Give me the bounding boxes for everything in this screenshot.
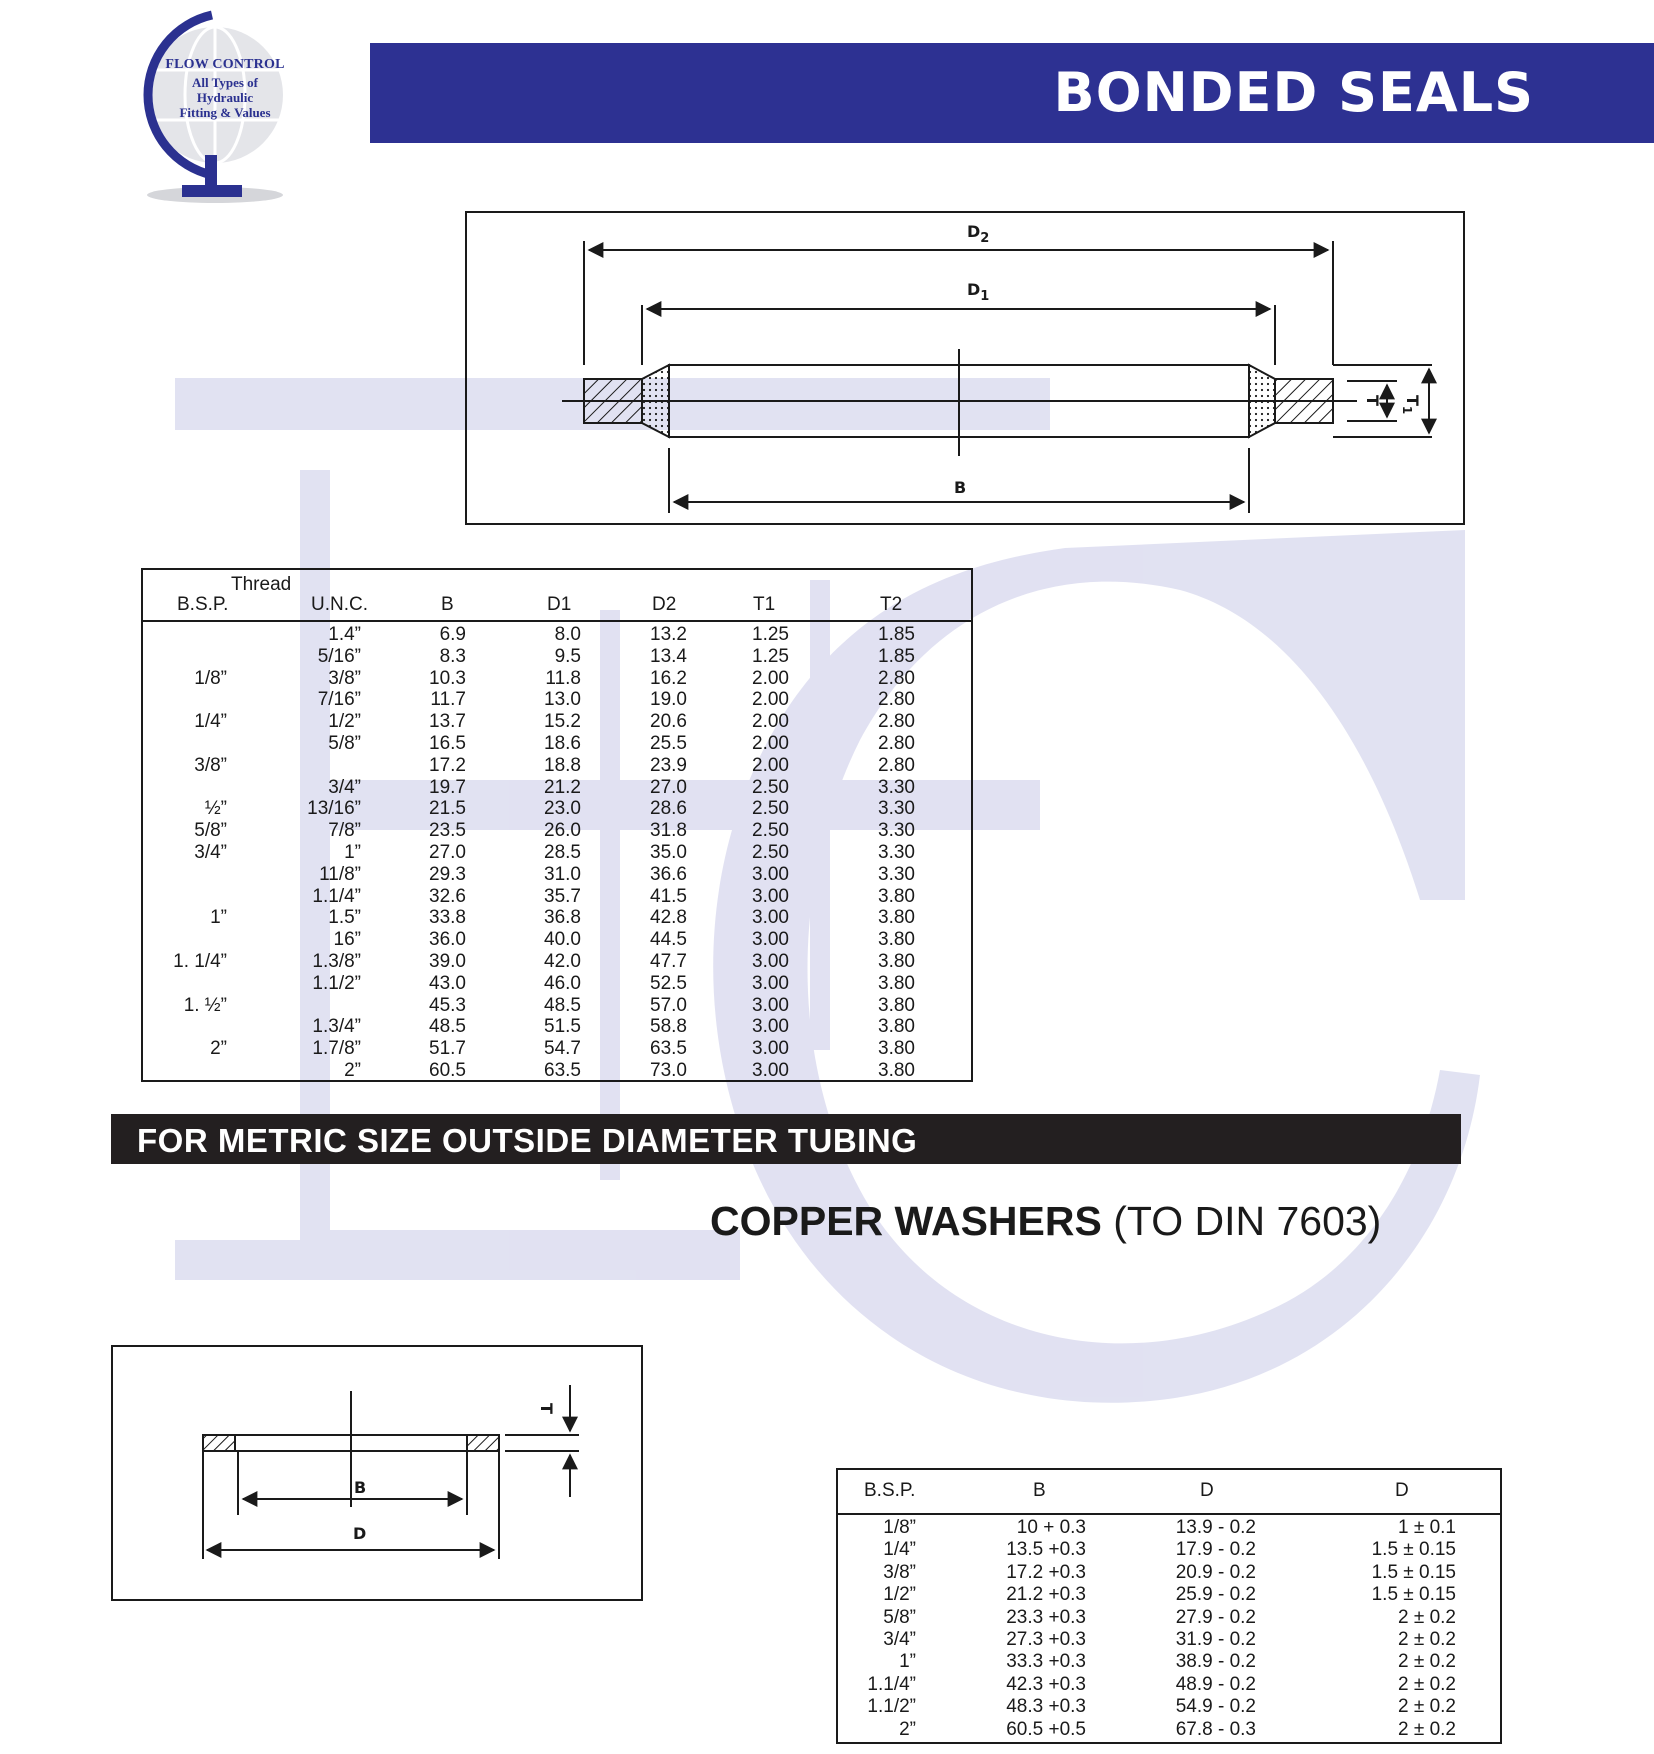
cell-b: 17.2	[429, 754, 466, 776]
cell-b: 36.0	[429, 929, 466, 951]
cell-t1: 2.00	[752, 667, 789, 689]
cell-d: 67.8 - 0.3	[1175, 1718, 1256, 1740]
cell-b: 43.0	[429, 972, 466, 994]
cell-t2: 3.30	[878, 776, 915, 798]
cell-d2: 52.5	[650, 972, 687, 994]
cell-unc: 16”	[333, 929, 361, 951]
cell-b: 42.3 +0.3	[1006, 1673, 1086, 1695]
cell-d2: 27.0	[650, 776, 687, 798]
cell-d2: 31.8	[650, 820, 687, 842]
cell-d1: 36.8	[544, 907, 581, 929]
cell-t2: 2.80	[878, 711, 915, 733]
cell-unc: 3/8”	[328, 667, 361, 689]
cell-t1: 2.00	[752, 711, 789, 733]
bonded-seal-drawing	[467, 213, 1463, 523]
col-header-bsp: B.S.P.	[864, 1480, 916, 1501]
table-row	[838, 1607, 1500, 1629]
cell-d2: 42.8	[650, 907, 687, 929]
cell-b: 11.7	[430, 689, 466, 711]
cell-t1: 3.00	[752, 929, 789, 951]
cell-b: 10 + 0.3	[1016, 1517, 1086, 1538]
cell-t1: 3.00	[752, 1060, 789, 1081]
table-row	[143, 951, 971, 973]
cell-unc: 1.1/2”	[312, 972, 361, 994]
cell-unc: 2”	[344, 1060, 361, 1081]
cell-t2: 3.80	[878, 929, 915, 951]
logo-tagline-line: Hydraulic	[196, 90, 254, 105]
cell-b: 48.3 +0.3	[1006, 1696, 1086, 1718]
cell-unc: 3/4”	[328, 776, 361, 798]
cell-bsp: 5/8”	[194, 820, 227, 842]
cell-d2: 44.5	[650, 929, 687, 951]
cell-b: 13.7	[429, 711, 466, 733]
cell-d1: 31.0	[544, 863, 581, 885]
cell-bsp: 2”	[899, 1718, 916, 1740]
cell-d1: 21.2	[544, 776, 581, 798]
label-t: T	[537, 1403, 556, 1414]
cell-d1: 51.5	[544, 1016, 581, 1038]
cell-bsp: 1/4”	[194, 711, 227, 733]
cell-d1: 9.5	[554, 645, 581, 667]
cell-bsp: 1.1/2”	[867, 1696, 916, 1718]
cell-b: 32.6	[429, 885, 466, 907]
cell-t1: 3.00	[752, 972, 789, 994]
cell-t2: 2.80	[878, 733, 915, 754]
table-row	[838, 1517, 1500, 1539]
cell-b: 29.3	[429, 863, 466, 885]
cell-thickness: 1.5 ± 0.15	[1371, 1584, 1456, 1606]
copper-title-standard: (TO DIN 7603)	[1101, 1198, 1382, 1244]
cell-unc: 5/16”	[317, 645, 361, 667]
company-logo	[120, 5, 290, 205]
table-row	[838, 1584, 1500, 1606]
cell-d2: 19.0	[650, 689, 687, 711]
cell-t1: 2.00	[752, 754, 789, 776]
cell-bsp: 1.1/4”	[867, 1673, 916, 1695]
table-row	[838, 1562, 1500, 1584]
cell-b: 17.2 +0.3	[1006, 1561, 1086, 1583]
col-header-thickness: D	[1395, 1480, 1409, 1501]
cell-bsp: ½”	[204, 798, 227, 820]
cell-t1: 1.25	[752, 645, 789, 667]
cell-d2: 16.2	[650, 667, 687, 689]
table-row	[143, 1038, 971, 1060]
label-b: B	[954, 478, 967, 497]
table-row	[143, 1016, 971, 1038]
table-row	[143, 689, 971, 711]
cell-unc: 11/8”	[319, 863, 361, 885]
cell-d1: 54.7	[544, 1038, 581, 1060]
col-header-t2: T2	[880, 594, 903, 615]
cell-t2: 3.80	[878, 951, 915, 972]
cell-d2: 28.6	[650, 798, 687, 820]
cell-d2: 47.7	[650, 951, 687, 972]
cell-d1: 18.8	[544, 754, 581, 776]
cell-t1: 2.50	[752, 776, 789, 798]
label-b: B	[354, 1478, 367, 1497]
copper-washer-drawing	[113, 1347, 641, 1599]
cell-bsp: 3/4”	[194, 842, 227, 863]
cell-t2: 3.80	[878, 1060, 915, 1081]
cell-d1: 28.5	[544, 842, 581, 863]
cell-b: 6.9	[439, 624, 466, 645]
cell-d2: 58.8	[650, 1016, 687, 1038]
table-row	[143, 777, 971, 799]
cell-bsp: 1/8”	[883, 1517, 916, 1538]
cell-bsp: 1/4”	[883, 1539, 916, 1561]
cell-t2: 1.85	[878, 645, 915, 667]
table-row	[143, 864, 971, 886]
cell-t1: 3.00	[752, 1016, 789, 1038]
cell-d2: 23.9	[650, 754, 687, 776]
cell-bsp: 3/4”	[883, 1629, 916, 1650]
cell-t1: 2.50	[752, 798, 789, 820]
label-d: D	[353, 1524, 367, 1543]
title-banner	[370, 43, 1654, 143]
table-row	[143, 755, 971, 777]
cell-t1: 3.00	[752, 1038, 789, 1060]
cell-d1: 26.0	[544, 820, 581, 842]
cell-d2: 36.6	[650, 863, 687, 885]
cell-d2: 73.0	[650, 1060, 687, 1081]
cell-b: 60.5 +0.5	[1006, 1718, 1086, 1740]
table-row	[143, 624, 971, 646]
cell-t2: 2.80	[878, 689, 915, 711]
table-row	[143, 995, 971, 1017]
cell-b: 23.3 +0.3	[1006, 1606, 1086, 1628]
cell-t2: 3.30	[878, 798, 915, 820]
cell-d2: 13.2	[650, 624, 687, 645]
logo-tagline-line: All Types of	[192, 75, 258, 90]
section-title: FOR METRIC SIZE OUTSIDE DIAMETER TUBING	[137, 1122, 918, 1159]
cell-d: 48.9 - 0.2	[1175, 1673, 1256, 1695]
col-header-d2: D2	[652, 594, 677, 615]
cell-t1: 1.25	[752, 624, 789, 645]
cell-t2: 3.80	[878, 1016, 915, 1038]
cell-b: 51.7	[429, 1038, 466, 1060]
cell-d: 38.9 - 0.2	[1175, 1651, 1256, 1673]
cell-thickness: 2 ± 0.2	[1398, 1673, 1456, 1695]
cell-b: 23.5	[429, 820, 466, 842]
cell-unc: 1.1/4”	[312, 885, 361, 907]
cell-d: 27.9 - 0.2	[1175, 1606, 1256, 1628]
cell-t2: 3.80	[878, 907, 915, 929]
cell-thickness: 1 ± 0.1	[1398, 1517, 1456, 1538]
cell-d1: 48.5	[544, 994, 581, 1016]
cell-thickness: 2 ± 0.2	[1398, 1696, 1456, 1718]
cell-d: 13.9 - 0.2	[1175, 1517, 1256, 1538]
cell-d1: 35.7	[544, 885, 581, 907]
cell-b: 8.3	[439, 645, 466, 667]
table-row	[838, 1539, 1500, 1561]
cell-b: 39.0	[429, 951, 466, 972]
cell-d1: 11.8	[545, 667, 581, 689]
cell-d: 20.9 - 0.2	[1175, 1561, 1256, 1583]
cell-d1: 18.6	[544, 733, 581, 754]
table-row	[143, 907, 971, 929]
logo-brand-name: FLOW CONTROL	[165, 57, 285, 72]
cell-thickness: 1.5 ± 0.15	[1371, 1561, 1456, 1583]
cell-d1: 42.0	[544, 951, 581, 972]
cell-d2: 57.0	[650, 994, 687, 1016]
cell-unc: 1.3/4”	[312, 1016, 361, 1038]
cell-bsp: 1/8”	[194, 667, 227, 689]
cell-d2: 35.0	[650, 842, 687, 863]
cell-bsp: 3/8”	[883, 1561, 916, 1583]
cell-d: 25.9 - 0.2	[1175, 1584, 1256, 1606]
cell-thickness: 2 ± 0.2	[1398, 1718, 1456, 1740]
cell-thickness: 2 ± 0.2	[1398, 1629, 1456, 1650]
cell-thickness: 2 ± 0.2	[1398, 1606, 1456, 1628]
table-row	[143, 929, 971, 951]
cell-t2: 3.30	[878, 820, 915, 842]
table-row	[143, 820, 971, 842]
table-row	[143, 668, 971, 690]
cell-b: 21.5	[429, 798, 466, 820]
thread-group-header: Thread	[231, 574, 292, 595]
cell-t1: 3.00	[752, 951, 789, 972]
cell-unc: 1.4”	[328, 624, 361, 645]
table-row	[143, 711, 971, 733]
cell-unc: 5/8”	[328, 733, 361, 754]
cell-b: 48.5	[429, 1016, 466, 1038]
cell-d1: 8.0	[554, 624, 581, 645]
label-d2: $D_2$	[967, 222, 990, 246]
cell-b: 33.3 +0.3	[1006, 1651, 1086, 1673]
cell-bsp: 1/2”	[883, 1584, 916, 1606]
col-header-bsp: B.S.P.	[177, 594, 229, 615]
col-header-b: B	[441, 594, 454, 615]
header-divider	[838, 1513, 1500, 1515]
col-header-d1: D1	[547, 594, 572, 615]
cell-t1: 3.00	[752, 907, 789, 929]
copper-washers-title	[710, 1198, 1381, 1245]
cell-d2: 25.5	[650, 733, 687, 754]
cell-unc: 1”	[344, 842, 361, 863]
cell-unc: 7/8”	[328, 820, 361, 842]
cell-unc: 1.5”	[328, 907, 361, 929]
cell-t1: 3.00	[752, 994, 789, 1016]
table-row	[143, 1060, 971, 1082]
cell-t2: 1.85	[878, 624, 915, 645]
table-row	[143, 646, 971, 668]
logo-tagline	[150, 75, 300, 120]
cell-t2: 2.80	[878, 754, 915, 776]
cell-d2: 13.4	[650, 645, 687, 667]
cell-t1: 2.00	[752, 689, 789, 711]
cell-b: 21.2 +0.3	[1006, 1584, 1086, 1606]
cell-b: 27.0	[429, 842, 466, 863]
cell-bsp: 1. 1/4”	[173, 951, 227, 972]
label-t: T	[1363, 395, 1382, 406]
cell-thickness: 1.5 ± 0.15	[1371, 1539, 1456, 1561]
cell-d2: 63.5	[650, 1038, 687, 1060]
cell-d1: 23.0	[544, 798, 581, 820]
table-row	[838, 1651, 1500, 1673]
cell-b: 16.5	[429, 733, 466, 754]
cell-bsp: 5/8”	[883, 1606, 916, 1628]
cell-thickness: 2 ± 0.2	[1398, 1651, 1456, 1673]
cell-unc: 13/16”	[307, 798, 361, 820]
cell-b: 60.5	[429, 1060, 466, 1081]
cell-d2: 20.6	[650, 711, 687, 733]
cell-bsp: 1”	[899, 1651, 916, 1673]
cell-t2: 3.80	[878, 994, 915, 1016]
header-divider	[143, 620, 971, 622]
col-header-d: D	[1200, 1480, 1214, 1501]
cell-d1: 46.0	[544, 972, 581, 994]
cell-d2: 41.5	[650, 885, 687, 907]
table-row	[838, 1629, 1500, 1651]
cell-b: 27.3 +0.3	[1006, 1629, 1086, 1650]
col-header-t1: T1	[753, 594, 776, 615]
cell-t1: 2.50	[752, 820, 789, 842]
cell-d1: 15.2	[544, 711, 581, 733]
cell-d: 54.9 - 0.2	[1175, 1696, 1256, 1718]
cell-t2: 3.80	[878, 1038, 915, 1060]
table-row	[143, 798, 971, 820]
table-row	[838, 1719, 1500, 1741]
cell-bsp: 1. ½”	[183, 994, 227, 1016]
cell-b: 19.7	[429, 776, 466, 798]
col-header-unc: U.N.C.	[311, 594, 368, 615]
cell-t2: 3.80	[878, 972, 915, 994]
table-row	[143, 842, 971, 864]
cell-t2: 3.30	[878, 842, 915, 863]
cell-d1: 63.5	[544, 1060, 581, 1081]
cell-unc: 1.3/8”	[312, 951, 361, 972]
cell-d1: 40.0	[544, 929, 581, 951]
cell-t1: 3.00	[752, 863, 789, 885]
col-header-b: B	[1033, 1480, 1046, 1501]
cell-unc: 1.7/8”	[312, 1038, 361, 1060]
table-row	[838, 1696, 1500, 1718]
bonded-seals-table	[141, 568, 973, 1082]
cell-d: 17.9 - 0.2	[1175, 1539, 1256, 1561]
cell-t2: 2.80	[878, 667, 915, 689]
cell-t1: 3.00	[752, 885, 789, 907]
cell-t1: 2.00	[752, 733, 789, 754]
cell-t2: 3.30	[878, 863, 915, 885]
cell-b: 45.3	[429, 994, 466, 1016]
logo-tagline-line: Fitting & Values	[179, 105, 271, 120]
table-row	[143, 733, 971, 755]
cell-unc: 7/16”	[317, 689, 361, 711]
copper-title-main: COPPER WASHERS	[710, 1198, 1102, 1244]
label-t1: $T_1$	[1400, 395, 1422, 415]
cell-bsp: 3/8”	[194, 754, 227, 776]
cell-t2: 3.80	[878, 885, 915, 907]
copper-washers-table	[836, 1468, 1502, 1744]
table-row	[143, 886, 971, 908]
cell-b: 10.3	[429, 667, 466, 689]
label-d1: $D_1$	[967, 280, 990, 304]
page-title: BONDED SEALS	[1053, 61, 1534, 124]
bonded-seal-diagram	[465, 211, 1465, 525]
cell-t1: 2.50	[752, 842, 789, 863]
cell-unc: 1/2”	[328, 711, 361, 733]
copper-washer-diagram	[111, 1345, 643, 1601]
cell-bsp: 1”	[210, 907, 227, 929]
table-row	[143, 973, 971, 995]
section-banner	[111, 1114, 1461, 1164]
cell-bsp: 2”	[210, 1038, 227, 1060]
table-row	[838, 1674, 1500, 1696]
cell-b: 33.8	[429, 907, 466, 929]
cell-d1: 13.0	[544, 689, 581, 711]
cell-d: 31.9 - 0.2	[1175, 1629, 1256, 1650]
cell-b: 13.5 +0.3	[1006, 1539, 1086, 1561]
